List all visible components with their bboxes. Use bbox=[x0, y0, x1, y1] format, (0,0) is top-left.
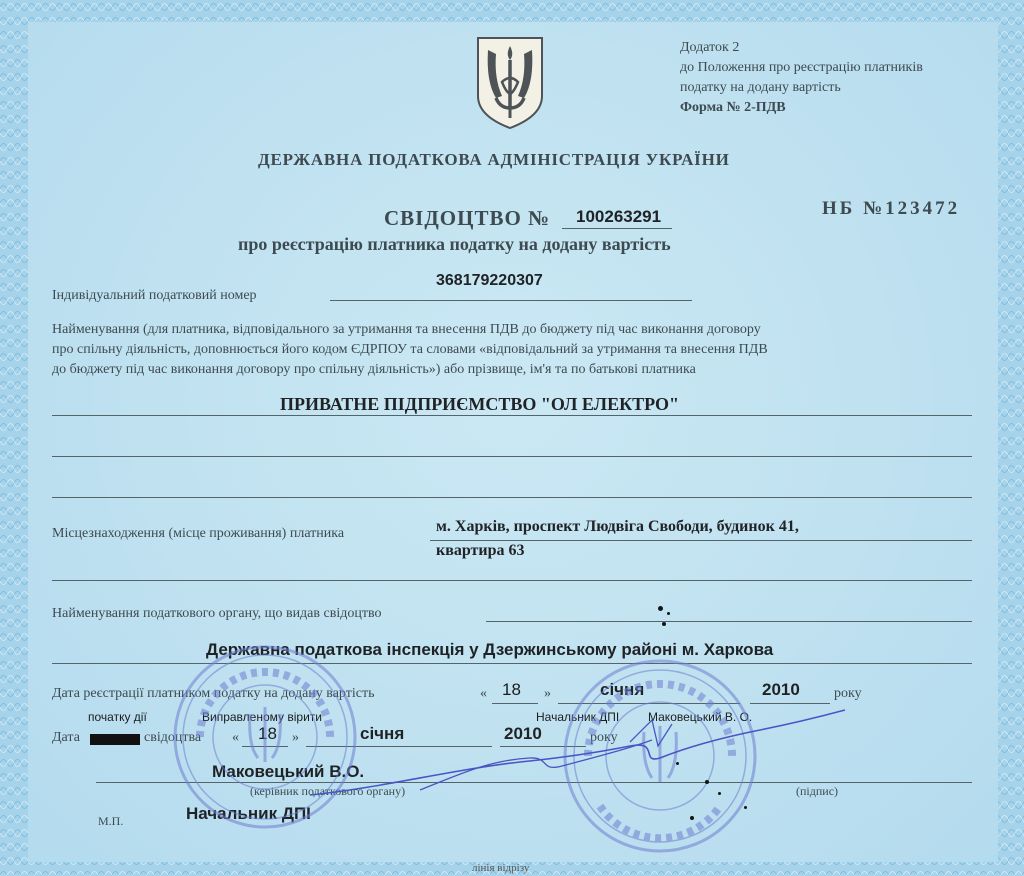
form-number: Форма № 2-ПДВ bbox=[680, 100, 786, 115]
certificate-title: СВІДОЦТВО № bbox=[384, 206, 551, 230]
appendix-regulation-cont: податку на додану вартість bbox=[680, 80, 841, 95]
registration-close-quote: » bbox=[544, 686, 551, 701]
signatory-name: Маковецький В.О. bbox=[212, 762, 365, 781]
cut-line-note: лінія відрізу bbox=[472, 862, 530, 874]
registration-day: 18 bbox=[502, 680, 521, 699]
issue-date-label-prefix: Дата bbox=[52, 730, 80, 745]
authority-line-1 bbox=[486, 621, 972, 622]
issue-year-suffix: року bbox=[590, 730, 618, 745]
certificate-number: 100263291 bbox=[576, 207, 662, 226]
registration-year-suffix: року bbox=[834, 686, 862, 701]
name-label-line2: про спільну діяльність, доповнюється його кодом ЄДРПОУ та словами «відповідальний за утримання та внесення ПДВ bbox=[52, 342, 768, 357]
registration-month: січня bbox=[600, 680, 645, 699]
registration-year: 2010 bbox=[762, 680, 800, 699]
issue-open-quote: « bbox=[232, 730, 239, 745]
correction-corrected-note: Виправленому вірити bbox=[202, 710, 322, 724]
issue-close-quote: » bbox=[292, 730, 299, 745]
authority-label: Найменування податкового органу, що видав свідоцтво bbox=[52, 606, 382, 621]
correction-head-label: Начальник ДПІ bbox=[536, 710, 620, 724]
seal-mark: М.П. bbox=[98, 814, 124, 828]
agency-name: ДЕРЖАВНА ПОДАТКОВА АДМІНІСТРАЦІЯ УКРАЇНИ bbox=[258, 150, 730, 169]
name-label-line1: Найменування (для платника, відповідального за утримання та внесення ПДВ до бюджету під час виконання договору bbox=[52, 322, 761, 337]
registration-date-label: Дата реєстрації платником податку на додану вартість bbox=[52, 686, 375, 701]
tax-id-label: Індивідуальний податковий номер bbox=[52, 288, 257, 303]
certificate-series: НБ №123472 bbox=[822, 198, 961, 219]
name-line-3 bbox=[52, 497, 972, 498]
name-line-1 bbox=[52, 415, 972, 416]
authority-value: Державна податкова інспекція у Дзержинському районі м. Харкова bbox=[206, 640, 774, 659]
location-label: Місцезнаходження (місце проживання) платника bbox=[52, 526, 345, 541]
taxpayer-name: ПРИВАТНЕ ПІДПРИЄМСТВО "ОЛ ЕЛЕКТРО" bbox=[280, 394, 680, 414]
location-value-line2: квартира 63 bbox=[436, 542, 525, 559]
handwritten-signature-icon bbox=[300, 700, 860, 810]
issue-month: січня bbox=[360, 724, 405, 743]
name-line-2 bbox=[52, 456, 972, 457]
tax-id-value: 368179220307 bbox=[436, 272, 543, 289]
name-label-line3: до бюджету під час виконання договору про спільну діяльність») або прізвище, ім'я та по батькові платника bbox=[52, 362, 696, 377]
redaction-mark bbox=[90, 734, 140, 745]
tax-id-line bbox=[330, 300, 692, 301]
issue-day: 18 bbox=[258, 724, 277, 743]
appendix-number: Додаток 2 bbox=[680, 40, 740, 55]
issue-date-label-suffix: свідоцтва bbox=[144, 730, 202, 745]
correction-start-note: початку дії bbox=[88, 710, 147, 724]
location-line-2 bbox=[52, 580, 972, 581]
appendix-regulation: до Положення про реєстрацію платників bbox=[680, 60, 923, 75]
certificate-subtitle: про реєстрацію платника податку на додану вартість bbox=[238, 234, 671, 254]
signature-caption: (підпис) bbox=[796, 784, 839, 798]
issue-year: 2010 bbox=[504, 724, 542, 743]
signatory-caption: (керівник податкового органу) bbox=[250, 784, 406, 798]
signatory-position: Начальник ДПІ bbox=[186, 804, 311, 823]
location-value-line1: м. Харків, проспект Людвіга Свободи, будинок 41, bbox=[436, 518, 799, 535]
location-line-1 bbox=[430, 540, 972, 541]
correction-head-name: Маковецький В. О. bbox=[648, 710, 753, 724]
trident-coat-of-arms-icon bbox=[474, 34, 546, 130]
certificate-number-line bbox=[562, 228, 672, 229]
registration-open-quote: « bbox=[480, 686, 487, 701]
